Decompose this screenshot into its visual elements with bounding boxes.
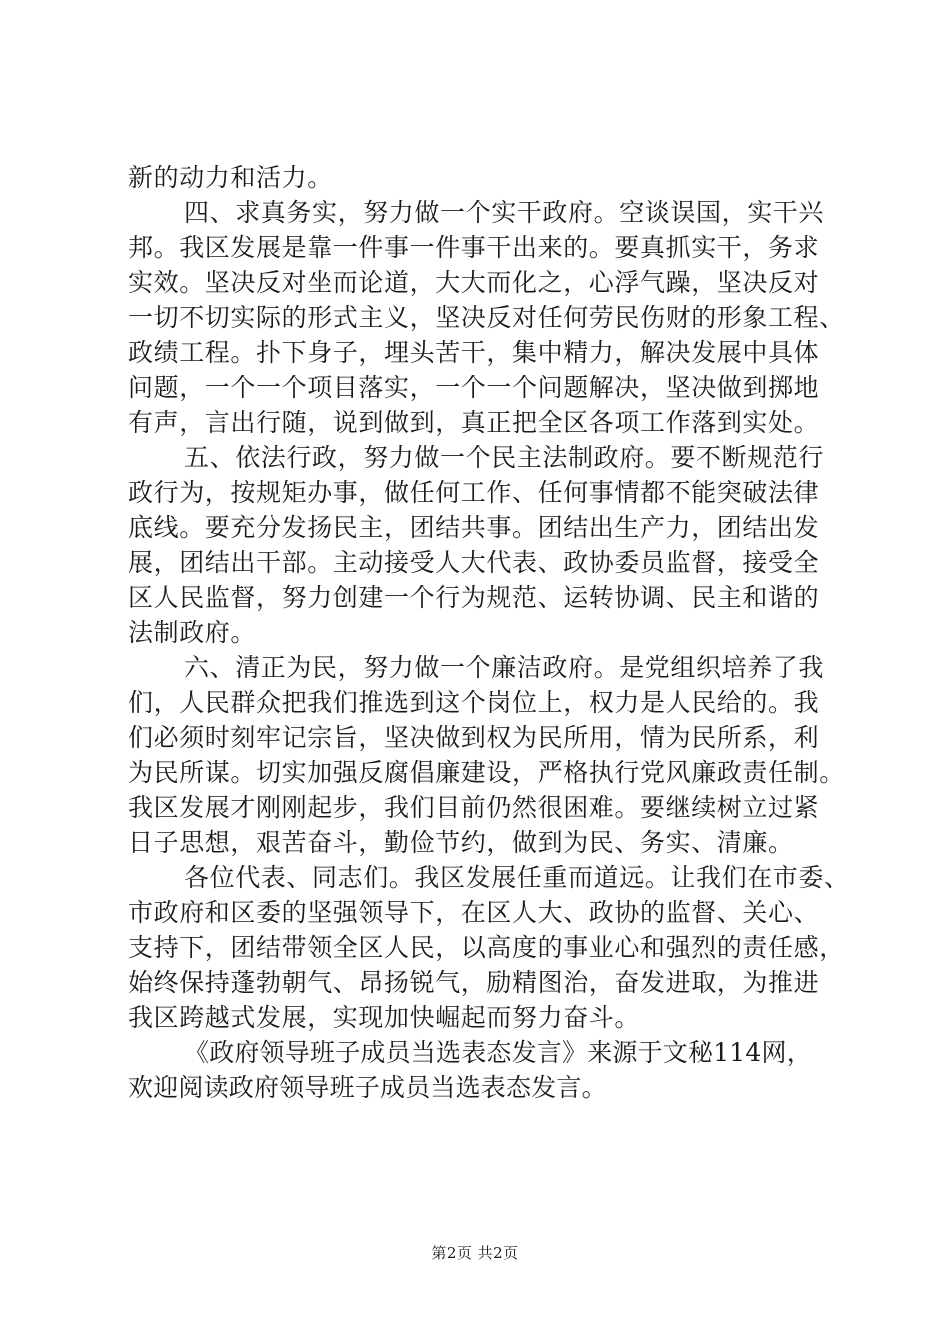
closing-paragraph-start: 各位代表、同志们。我区发展任重而道远。让我们在市委、 — [184, 863, 850, 892]
text-line: 一切不切实际的形式主义，坚决反对任何劳民伤财的形象工程、 — [128, 303, 845, 332]
text-line: 新的动力和活力。 — [128, 163, 333, 192]
page-footer: 第2页 共2页 — [431, 1244, 519, 1262]
text-line: 始终保持蓬勃朝气、昂扬锐气，励精图治，奋发进取，为推进 — [128, 968, 820, 997]
text-line: 实效。坚决反对坐而论道，大大而化之，心浮气躁，坚决反对 — [128, 268, 820, 297]
text-line: 政绩工程。扑下身子，埋头苦干，集中精力，解决发展中具体 — [128, 338, 820, 367]
text-line: 有声，言出行随，说到做到，真正把全区各项工作落到实处。 — [128, 408, 820, 437]
text-line: 我区发展才刚刚起步，我们目前仍然很困难。要继续树立过紧 — [128, 793, 820, 822]
source-note-end: 欢迎阅读政府领导班子成员当选表态发言。 — [128, 1073, 607, 1102]
paragraph-five-start: 五、依法行政，努力做一个民主法制政府。要不断规范行 — [184, 443, 825, 472]
text-line: 底线。要充分发扬民主，团结共事。团结出生产力，团结出发 — [128, 513, 820, 542]
text-line: 日子思想，艰苦奋斗，勤俭节约，做到为民、务实、清廉。 — [128, 828, 794, 857]
text-line: 政行为，按规矩办事，做任何工作、任何事情都不能突破法律 — [128, 478, 820, 507]
text-line: 们必须时刻牢记宗旨，坚决做到权为民所用，情为民所系，利 — [128, 723, 820, 752]
text-line: 邦。我区发展是靠一件事一件事干出来的。要真抓实干，务求 — [128, 233, 820, 262]
text-line: 支持下，团结带领全区人民，以高度的事业心和强烈的责任感， — [128, 933, 845, 962]
paragraph-four-start: 四、求真务实，努力做一个实干政府。空谈误国，实干兴 — [184, 198, 825, 227]
document-body — [128, 160, 850, 1105]
text-line: 法制政府。 — [128, 618, 257, 647]
text-line: 区人民监督，努力创建一个行为规范、运转协调、民主和谐的 — [128, 583, 820, 612]
text-line: 展，团结出干部。主动接受人大代表、政协委员监督，接受全 — [128, 548, 820, 577]
text-line: 我区跨越式发展，实现加快崛起而努力奋斗。 — [128, 1003, 641, 1032]
text-line: 们，人民群众把我们推选到这个岗位上，权力是人民给的。我 — [128, 688, 820, 717]
text-line: 为民所谋。切实加强反腐倡廉建设，严格执行党风廉政责任制。 — [128, 758, 845, 787]
text-line: 问题，一个一个项目落实，一个一个问题解决，坚决做到掷地 — [128, 373, 820, 402]
source-note: 《政府领导班子成员当选表态发言》来源于文秘114网， — [184, 1038, 812, 1067]
text-line: 市政府和区委的坚强领导下，在区人大、政协的监督、关心、 — [128, 898, 820, 927]
paragraph-six-start: 六、清正为民，努力做一个廉洁政府。是党组织培养了我 — [184, 653, 825, 682]
